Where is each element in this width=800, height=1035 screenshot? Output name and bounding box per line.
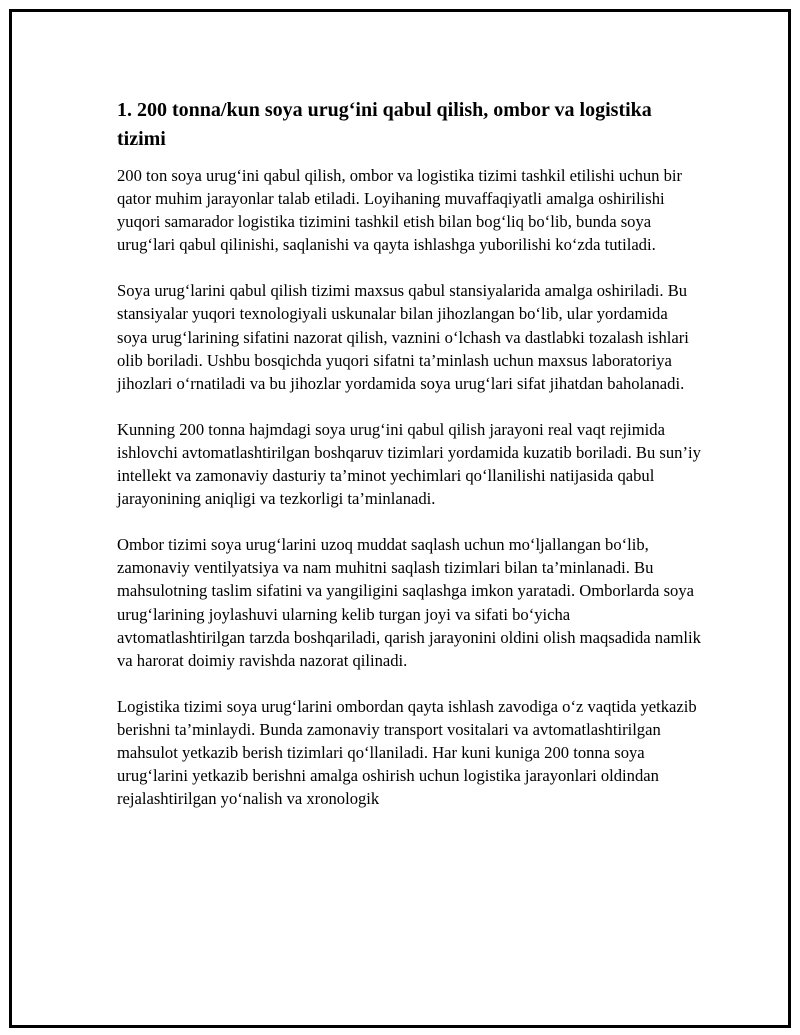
document-body xyxy=(117,96,702,833)
paragraph-automation: Kunning 200 tonna hajmdagi soya urug‘ini qabul qilish jarayoni real vaqt rejimida ishlovchi avtomatlashtirilgan boshqaruv tizimlari yordamida kuzatib boriladi. Bu sun’iy intellekt va zamonaviy dasturiy ta’minot yechimlari qo‘llanilishi natijasida qabul jarayonining aniqligi va tezkorligi ta’minlanadi. xyxy=(117,419,701,509)
paragraph-reception: Soya urug‘larini qabul qilish tizimi maxsus qabul stansiyalarida amalga oshiriladi. Bu stansiyalar yuqori texnologiyali uskunalar bilan jihozlangan bo‘lib, ular yordamida soya urug‘larining sifatini nazorat qilish, vaznini o‘lchash va dastlabki tozalash ishlari olib boriladi. Ushbu bosqichda yuqori sifatni ta’minlash uchun maxsus laboratoriya jihozlari o‘rnatiladi va bu jihozlar yordamida soya urug‘lari sifat jihatdan baholanadi. xyxy=(117,281,689,393)
page-frame xyxy=(9,9,791,1028)
paragraph-storage: Ombor tizimi soya urug‘larini uzoq muddat saqlash uchun mo‘ljallangan bo‘lib, zamonaviy ventilyatsiya va nam muhitni saqlash tizimlari bilan ta’minlanadi. Bu mahsulotning taslim sifatini va yangiligini saqlashga imkon yaratadi. Omborlarda soya urug‘larining joylashuvi ularning kelib turgan joyi va sifati bo‘yicha avtomatlashtirilgan tarzda boshqariladi, qarish jarayonini oldini olish maqsadida namlik va harorat doimiy ravishda nazorat qilinadi. xyxy=(117,535,701,670)
paragraph-logistics: Logistika tizimi soya urug‘larini ombordan qayta ishlash zavodiga o‘z vaqtida yetkazib berishni ta’minlaydi. Bunda zamonaviy transport vositalari va avtomatlashtirilgan mahsulot yetkazib berish tizimlari qo‘llaniladi. Har kuni kuniga 200 tonna soya urug‘larini yetkazib berishni amalga oshirish uchun logistika jarayonlari oldindan rejalashtirilgan yo‘nalish va xronologik xyxy=(117,696,697,809)
paragraph-intro: 200 ton soya urug‘ini qabul qilish, ombor va logistika tizimi tashkil etilishi uchun bir qator muhim jarayonlar talab etiladi. Loyihaning muvaffaqiyatli amalga oshirilishi yuqori samarador logistika tizimini tashkil etish bilan bog‘liq bo‘lib, bunda soya urug‘lari qabul qilinishi, saqlanishi va qayta ishlashga yuborilishi ko‘zda tutiladi. xyxy=(117,166,683,255)
section-heading: 1. 200 tonna/kun soya urug‘ini qabul qilish, ombor va logistika tizimi xyxy=(117,99,652,150)
